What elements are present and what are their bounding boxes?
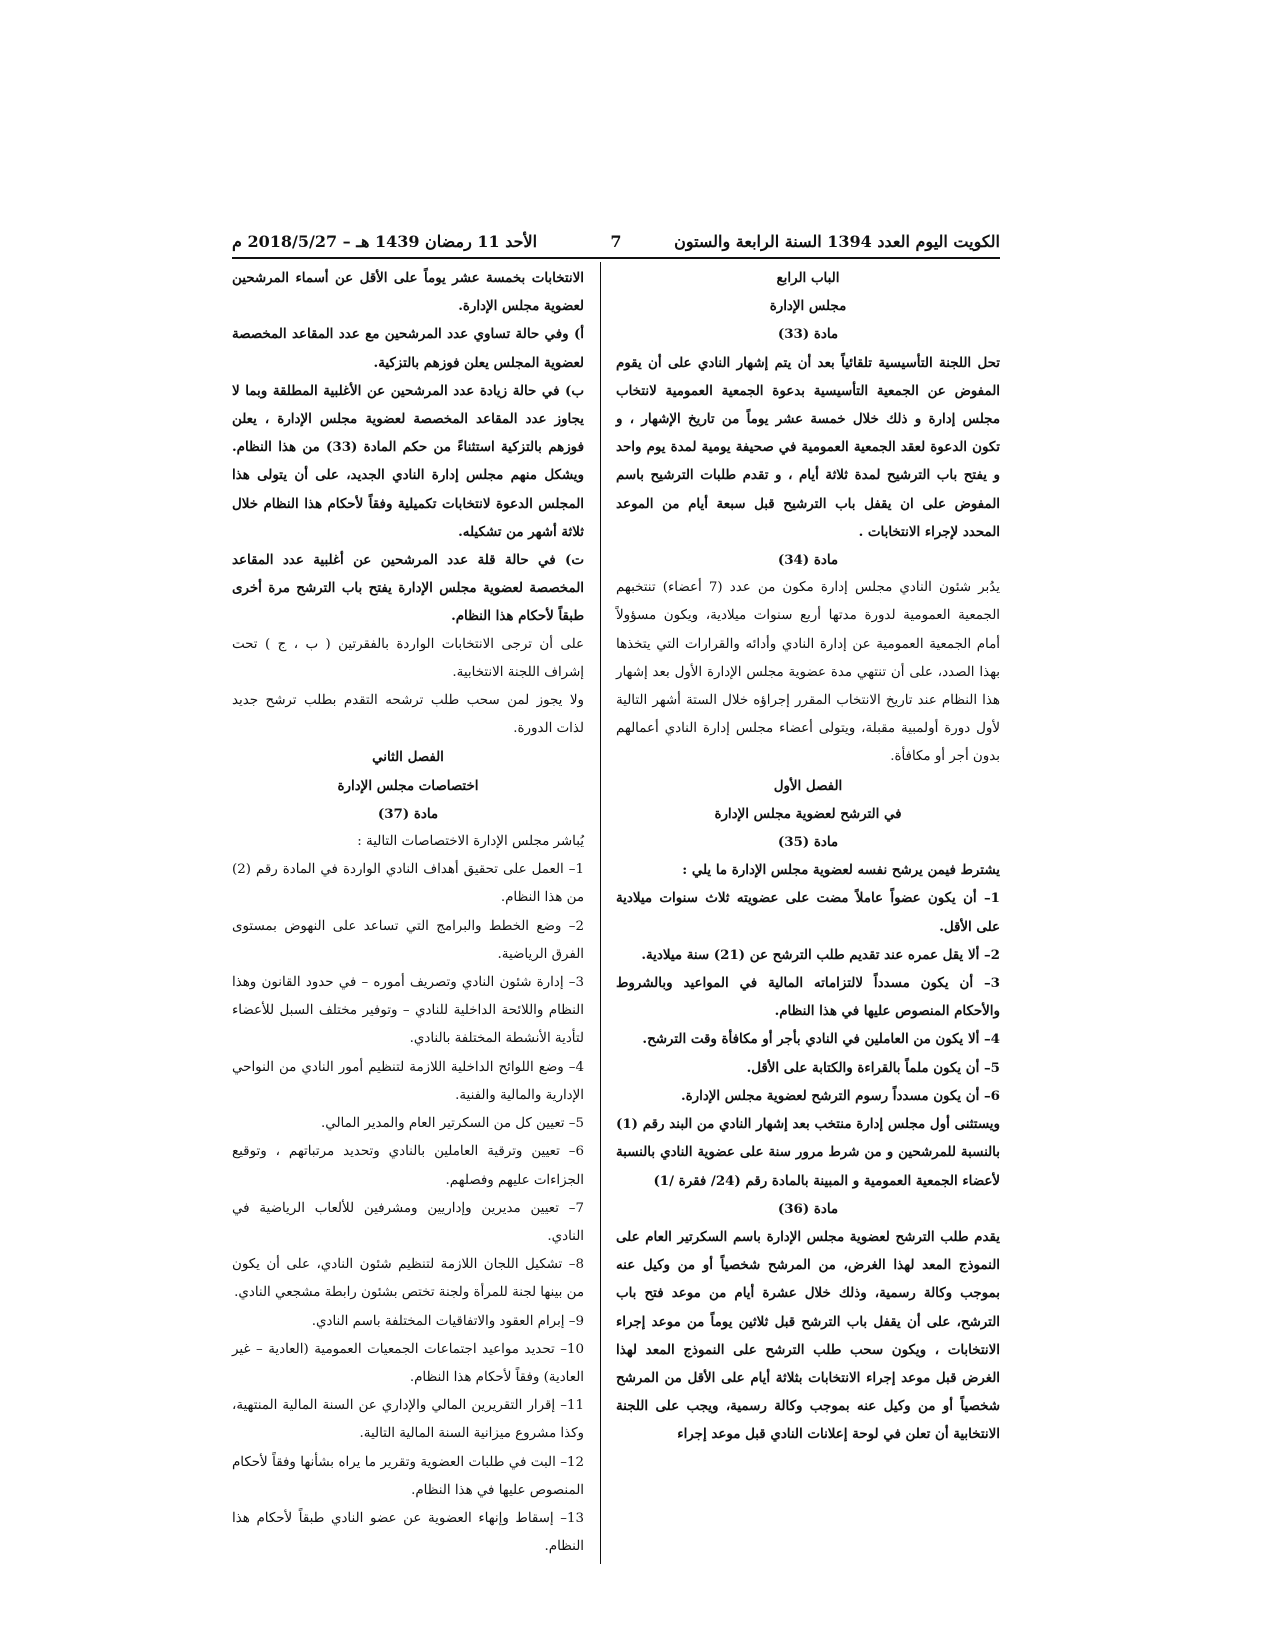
paragraph: 8– تشكيل اللجان اللازمة لتنظيم شئون النادي، على أن يكون من بينها لجنة للمرأة ولجنة تختص بشئون رابطة مشجعي النادي. [232, 1257, 584, 1301]
paragraph: 2– وضع الخطط والبرامج التي تساعد على النهوض بمستوى الفرق الرياضية. [232, 918, 584, 962]
header-rule [232, 257, 1000, 259]
section-heading: مادة (33) [777, 326, 839, 343]
page-header [232, 232, 1000, 256]
paragraph: 3– أن يكون مسدداً لالتزاماته المالية في المواعيد وبالشروط والأحكام المنصوص عليها في هذا النظام. [616, 975, 1000, 1020]
paragraph: يُباشر مجلس الإدارة الاختصاصات التالية : [357, 834, 584, 850]
paragraph: 5– تعيين كل من السكرتير العام والمدير المالي. [321, 1116, 584, 1132]
paragraph: 1– العمل على تحقيق أهداف النادي الواردة في المادة رقم (2) من هذا النظام. [232, 862, 584, 906]
section-heading: مادة (34) [777, 552, 839, 569]
paragraph: 5– أن يكون ملماً بالقراءة والكتابة على الأقل. [746, 1059, 1000, 1076]
paragraph: 7– تعيين مديرين وإداريين ومشرفين للألعاب الرياضية في النادي. [232, 1200, 584, 1244]
paragraph: 6– أن يكون مسدداً رسوم الترشح لعضوية مجلس الإدارة. [680, 1087, 1000, 1104]
left-column [232, 264, 584, 1561]
section-heading: في الترشح لعضوية مجلس الإدارة [714, 805, 902, 822]
header-publication: الكويت اليوم العدد 1394 السنة الرابعة والستون [674, 232, 1000, 251]
paragraph: يشترط فيمن يرشح نفسه لعضوية مجلس الإدارة ما يلي : [682, 862, 1000, 879]
paragraph: أ) وفي حالة تساوي عدد المرشحين مع عدد المقاعد المخصصة لعضوية المجلس يعلن فوزهم بالتزكية. [232, 326, 584, 371]
section-heading: مادة (36) [777, 1200, 839, 1217]
paragraph: 4– وضع اللوائح الداخلية اللازمة لتنظيم أمور النادي من النواحي الإدارية والمالية والفنية. [232, 1059, 584, 1103]
paragraph: ولا يجوز لمن سحب طلب ترشحه التقدم بطلب ترشح جديد لذات الدورة. [232, 693, 584, 737]
paragraph: يقدم طلب الترشح لعضوية مجلس الإدارة باسم السكرتير العام على النموذج المعد لهذا الغرض، من المرشح شخصياً أو من وكيل عنه بموجب وكالة رسمية، وذلك خلال عشرة أيام من موعد فتح باب الترشح، على أن يقفل باب الترشح قبل ثلاثين يوماً من موعد إجراء الانتخابات ، ويكون سحب طلب الترشح على النموذج المعد لهذا الغرض قبل موعد إجراء الانتخابات بثلاثة أيام على الأقل من المرشح شخصياً أو من وكيل عنه بموجب وكالة رسمية، ويجب على اللجنة الانتخابية أن تعلن في لوحة إعلانات النادي قبل موعد إجراء [616, 1228, 1000, 1443]
paragraph: تحل اللجنة التأسيسية تلقائياً بعد أن يتم إشهار النادي على أن يقوم المفوض عن الجمعية التأسيسية بدعوة الجمعية العمومية لانتخاب مجلس إدارة و ذلك خلال خمسة عشر يوماً من تاريخ الإشهار ، و تكون الدعوة لعقد الجمعية العمومية في صحيفة يومية لمدة يوم واحد و يفتح باب الترشيح لمدة ثلاثة أيام ، و تقدم طلبات الترشيح باسم المفوض على ان يقفل باب الترشيح قبل سبعة أيام من الموعد المحدد لإجراء الانتخابات . [616, 354, 1000, 540]
paragraph: 3– إدارة شئون النادي وتصريف أموره – في حدود القانون وهذا النظام واللائحة الداخلية للنادي – وتوفير مختلف السبل للأعضاء لتأدية الأنشطة المختلفة بالنادي. [232, 975, 584, 1047]
paragraph: على أن ترجى الانتخابات الواردة بالفقرتين ( ب ، ج ) تحت إشراف اللجنة الانتخابية. [232, 636, 584, 680]
paragraph: ب) في حالة زيادة عدد المرشحين عن الأغلبية المطلقة وبما لا يجاوز عدد المقاعد المخصصة لعضوية مجلس الإدارة ، يعلن فوزهم بالتزكية استثناءً من حكم المادة (33) من هذا النظام. ويشكل منهم مجلس إدارة النادي الجديد، على أن يتولى هذا المجلس الدعوة لانتخابات تكميلية وفقاً لأحكام هذا النظام خلال ثلاثة أشهر من تشكيله. [232, 382, 585, 540]
paragraph: 12– البت في طلبات العضوية وتقرير ما يراه بشأنها وفقاً لأحكام المنصوص عليها في هذا النظام. [232, 1454, 584, 1498]
paragraph: 2– ألا يقل عمره عند تقديم طلب الترشح عن (21) سنة ميلادية. [641, 946, 1000, 963]
paragraph: 9– إبرام العقود والاتفاقيات المختلفة باسم النادي. [311, 1313, 584, 1329]
paragraph: 4– ألا يكون من العاملين في النادي بأجر أو مكافأة وقت الترشح. [642, 1031, 1000, 1048]
paragraph: 13– إسقاط وإنهاء العضوية عن عضو النادي طبقاً لأحكام هذا النظام. [232, 1510, 584, 1555]
header-page-number: 7 [610, 232, 622, 251]
section-heading: مجلس الإدارة [769, 298, 847, 315]
paragraph: يدُبر شئون النادي مجلس إدارة مكون من عدد (7 أعضاء) تنتخبهم الجمعية العمومية لدورة مدتها أربع سنوات ميلادية، ويكون مسؤولاً أمام الجمعية العمومية عن إدارة النادي وأدائه والقرارات التي يتخذها بهذا الصدد، على أن تنتهي مدة عضوية مجلس الإدارة الأول بعد إشهار هذا النظام عند تاريخ الانتخاب المقرر إجراؤه خلال الستة أشهر التالية لأول دورة أولمبية مقبلة، ويتولى أعضاء مجلس إدارة النادي أعمالهم بدون أجر أو مكافأة. [616, 580, 1000, 765]
paragraph: الانتخابات بخمسة عشر يوماً على الأقل عن أسماء المرشحين لعضوية مجلس الإدارة. [232, 270, 584, 315]
section-heading: مادة (37) [377, 805, 439, 822]
section-heading: الفصل الثاني [372, 749, 444, 766]
paragraph: 11– إقرار التقريرين المالي والإداري عن السنة المالية المنتهية، وكذا مشروع ميزانية السنة المالية التالية. [232, 1398, 584, 1442]
section-heading: الباب الرابع [776, 270, 840, 286]
column-divider [600, 262, 601, 1564]
paragraph: ت) في حالة قلة عدد المرشحين عن أغلبية عدد المقاعد المخصصة لعضوية مجلس الإدارة يفتح باب الترشح مرة أخرى طبقاً لأحكام هذا النظام. [232, 552, 584, 625]
right-column [616, 264, 1000, 1449]
section-heading: اختصاصات مجلس الإدارة [337, 777, 479, 794]
paragraph: 10– تحديد مواعيد اجتماعات الجمعيات العمومية (العادية – غير العادية) وفقاً لأحكام هذا النظام. [232, 1341, 584, 1385]
header-date: الأحد 11 رمضان 1439 هـ – 2018/5/27 م [232, 232, 538, 251]
paragraph: 1– أن يكون عضواً عاملاً مضت على عضويته ثلاث سنوات ميلادية على الأقل. [616, 890, 1000, 935]
section-heading: الفصل الأول [773, 777, 843, 794]
paragraph: ويستثنى أول مجلس إدارة منتخب بعد إشهار النادي من البند رقم (1) بالنسبة للمرشحين و من شرط مرور سنة على عضوية النادي بالنسبة لأعضاء الجمعية العمومية و المبينة بالمادة رقم (24/ فقرة /1) [616, 1116, 1000, 1189]
paragraph: 6– تعيين وترقية العاملين بالنادي وتحديد مرتباتهم ، وتوقيع الجزاءات عليهم وفصلهم. [232, 1144, 584, 1188]
section-heading: مادة (35) [777, 834, 839, 851]
